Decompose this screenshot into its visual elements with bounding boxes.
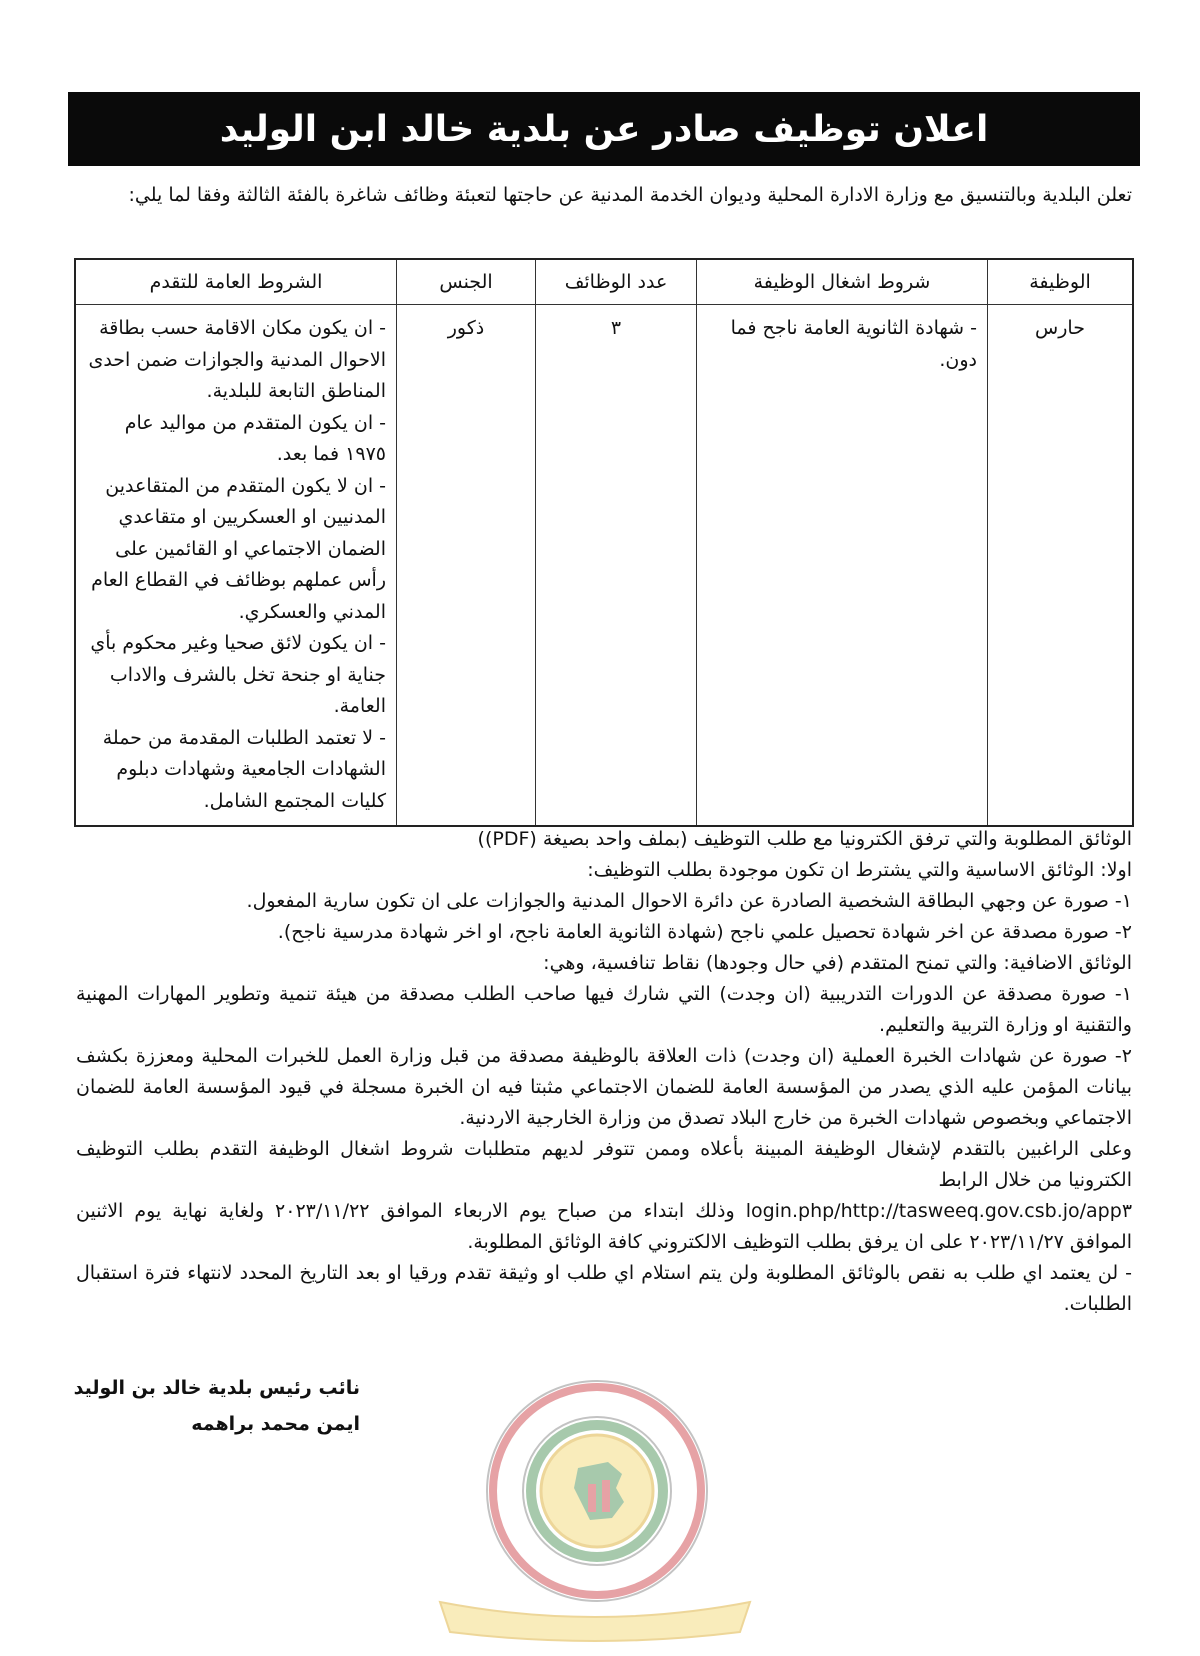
apply-dates (76, 1196, 1132, 1258)
header-count: عدد الوظائف (536, 259, 697, 305)
documents-section (76, 824, 1132, 1320)
basic-documents-title: اولا: الوثائق الاساسية والتي يشترط ان تكون موجودة بطلب التوظيف: (587, 859, 1132, 881)
header-general-conditions: الشروط العامة للتقدم (75, 259, 397, 305)
table-header-row (75, 259, 1133, 305)
apply-text-2: وذلك ابتداء من صباح يوم الاربعاء الموافق ٢٠٢٣/١١/٢٢ ولغاية نهاية يوم الاثنين الموافق ٢٠٢٣/١١/٢٧ على ان يرفق بطلب التوظيف الالكتروني كافة الوثائق المطلوبة. (76, 1200, 1132, 1253)
table-row (75, 305, 1133, 827)
cell-conditions: - شهادة الثانوية العامة ناجح فما دون. (697, 305, 988, 827)
extra-document-1: ١- صورة مصدقة عن الدورات التدريبية (ان وجدت) التي شارك فيها صاحب الطلب مصدقة من هيئة تنمية وتطوير المهارات المهنية والتقنية او وزارة التربية والتعليم. (76, 983, 1132, 1036)
page-title-text: اعلان توظيف صادر عن بلدية خالد ابن الوليد (219, 108, 989, 150)
signature-name: ايمن محمد براهمه (191, 1413, 360, 1435)
general-condition-birth-year: - ان يكون المتقدم من مواليد عام ١٩٧٥ فما بعد. (124, 411, 386, 465)
basic-document-2: ٢- صورة مصدقة عن اخر شهادة تحصيل علمي ناجح (شهادة الثانوية العامة ناجح، او اخر شهادة مدرسية ناجح). (277, 921, 1132, 943)
cell-job: حارس (988, 305, 1134, 827)
apply-link[interactable]: login.php/http://tasweeq.gov.csb.jo/app٣ (745, 1200, 1133, 1222)
cell-count: ٣ (536, 305, 697, 827)
general-condition-health: - ان يكون لائق صحيا وغير محكوم بأي جناية او جنحة تخل بالشرف والاداب العامة. (90, 632, 386, 717)
jobs-table (74, 258, 1134, 827)
cell-general-conditions (75, 305, 397, 827)
rejection-note: - لن يعتمد اي طلب به نقص بالوثائق المطلوبة ولن يتم استلام اي طلب او وثيقة تقدم ورقيا او بعد التاريخ المحدد لانتهاء فترة استقبال الطلبات. (76, 1262, 1132, 1315)
header-gender: الجنس (397, 259, 536, 305)
general-condition-not-retired: - ان لا يكون المتقدم من المتقاعدين المدنيين او العسكريين او متقاعدي الضمان الاجتماعي او القائمين على رأس عملهم بوظائف في القطاع العام المدني والعسكري. (91, 474, 386, 623)
extra-documents-title: الوثائق الاضافية: والتي تمنح المتقدم (في حال وجودها) نقاط تنافسية، وهي: (543, 952, 1132, 974)
apply-instructions (76, 1134, 1132, 1196)
general-condition-residence: - ان يكون مكان الاقامة حسب بطاقة الاحوال المدنية والجوازات ضمن احدى المناطق التابعة للبلدية. (88, 317, 386, 402)
signature-block (60, 1370, 360, 1442)
header-job: الوظيفة (988, 259, 1134, 305)
page-title (68, 92, 1140, 166)
cell-gender: ذكور (397, 305, 536, 827)
documents-intro: الوثائق المطلوبة والتي ترفق الكترونيا مع طلب التوظيف (بملف واحد بصيغة (PDF)) (477, 828, 1132, 850)
intro-paragraph: تعلن البلدية وبالتنسيق مع وزارة الادارة المحلية وديوان الخدمة المدنية عن حاجتها لتعبئة وظائف شاغرة بالفئة الثالثة وفقا لما يلي: (128, 184, 1132, 206)
civil-service-bureau-seal-icon (482, 1376, 712, 1606)
basic-document-1: ١- صورة عن وجهي البطاقة الشخصية الصادرة عن دائرة الاحوال المدنية والجوازات على ان تكون سارية المفعول. (246, 890, 1132, 912)
apply-text-1: وعلى الراغبين بالتقدم لإشغال الوظيفة المبينة بأعلاه وممن تتوفر لديهم متطلبات شروط اشغال الوظيفة التقدم بطلب التوظيف الكترونيا من خلال الرابط (76, 1138, 1132, 1191)
general-condition-degree: - لا تعتمد الطلبات المقدمة من حملة الشهادات الجامعية وشهادات دبلوم كليات المجتمع الشامل. (102, 726, 386, 812)
signature-title: نائب رئيس بلدية خالد بن الوليد (73, 1377, 360, 1399)
extra-document-2: ٢- صورة عن شهادات الخبرة العملية (ان وجدت) ذات العلاقة بالوظيفة مصدقة من قبل وزارة العمل للخبرات المحلية ومعززة بكشف بيانات المؤمن عليه الذي يصدر من المؤسسة العامة للضمان الاجتماعي مثبتا فيه ان الخبرة مسجلة في قيود المؤسسة العامة للضمان الاجتماعي وبخصوص شهادات الخبرة من خارج البلاد تصدق من وزارة الخارجية الاردنية. (76, 1045, 1132, 1129)
seal-motto-banner-icon (430, 1592, 760, 1642)
header-conditions: شروط اشغال الوظيفة (697, 259, 988, 305)
